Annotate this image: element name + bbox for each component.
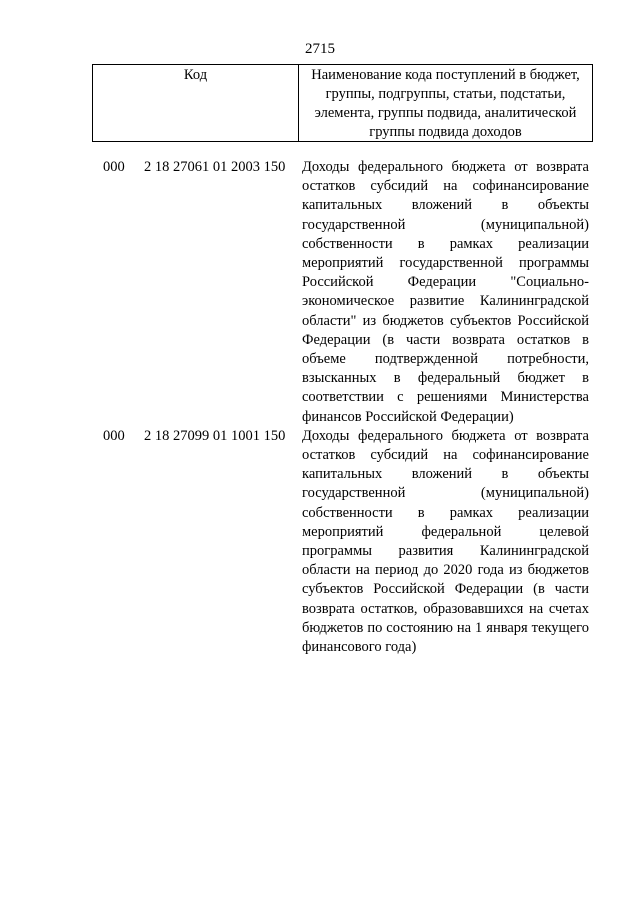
header-code-column: Код	[93, 65, 299, 141]
page-number: 2715	[305, 41, 335, 57]
admin-code: 000	[103, 427, 125, 444]
revenue-code: 2 18 27061 01 2003 150	[144, 159, 286, 175]
list-item	[0, 158, 640, 427]
revenue-description: Доходы федерального бюджета от возврата остатков субсидий на софинансирование капитальных вложений в объекты государственной (муниципальной) собственности в рамках реализации мероприятий государственной программы Российской Федерации "Социально-экономическое развитие Калининградской области" из бюджетов субъектов Российской Федерации (в части возврата остатков в объеме подтвержденной потребности, взысканных в федеральный бюджет в соответствии с решениями Министерства финансов Российской Федерации)	[302, 159, 589, 425]
revenue-code: 2 18 27099 01 1001 150	[144, 427, 286, 444]
admin-code: 000	[103, 159, 125, 175]
entries-list	[0, 158, 640, 657]
header-name-column: Наименование кода поступлений в бюджет, группы, подгруппы, статьи, подстатьи, элемента, группы подвида, аналитической группы подвида доходов	[311, 67, 580, 140]
revenue-description: Доходы федерального бюджета от возврата остатков субсидий на софинансирование капитальных вложений в объекты государственной (муниципальной) собственности в рамках реализации мероприятий федеральной целевой программы развития Калининградской области на период до 2020 года из бюджетов субъектов Российской Федерации (в части возврата остатков, образовавшихся на счетах бюджетов по состоянию на 1 января текущего финансового года)	[302, 427, 589, 656]
list-item	[0, 427, 640, 657]
table-header	[92, 64, 593, 142]
